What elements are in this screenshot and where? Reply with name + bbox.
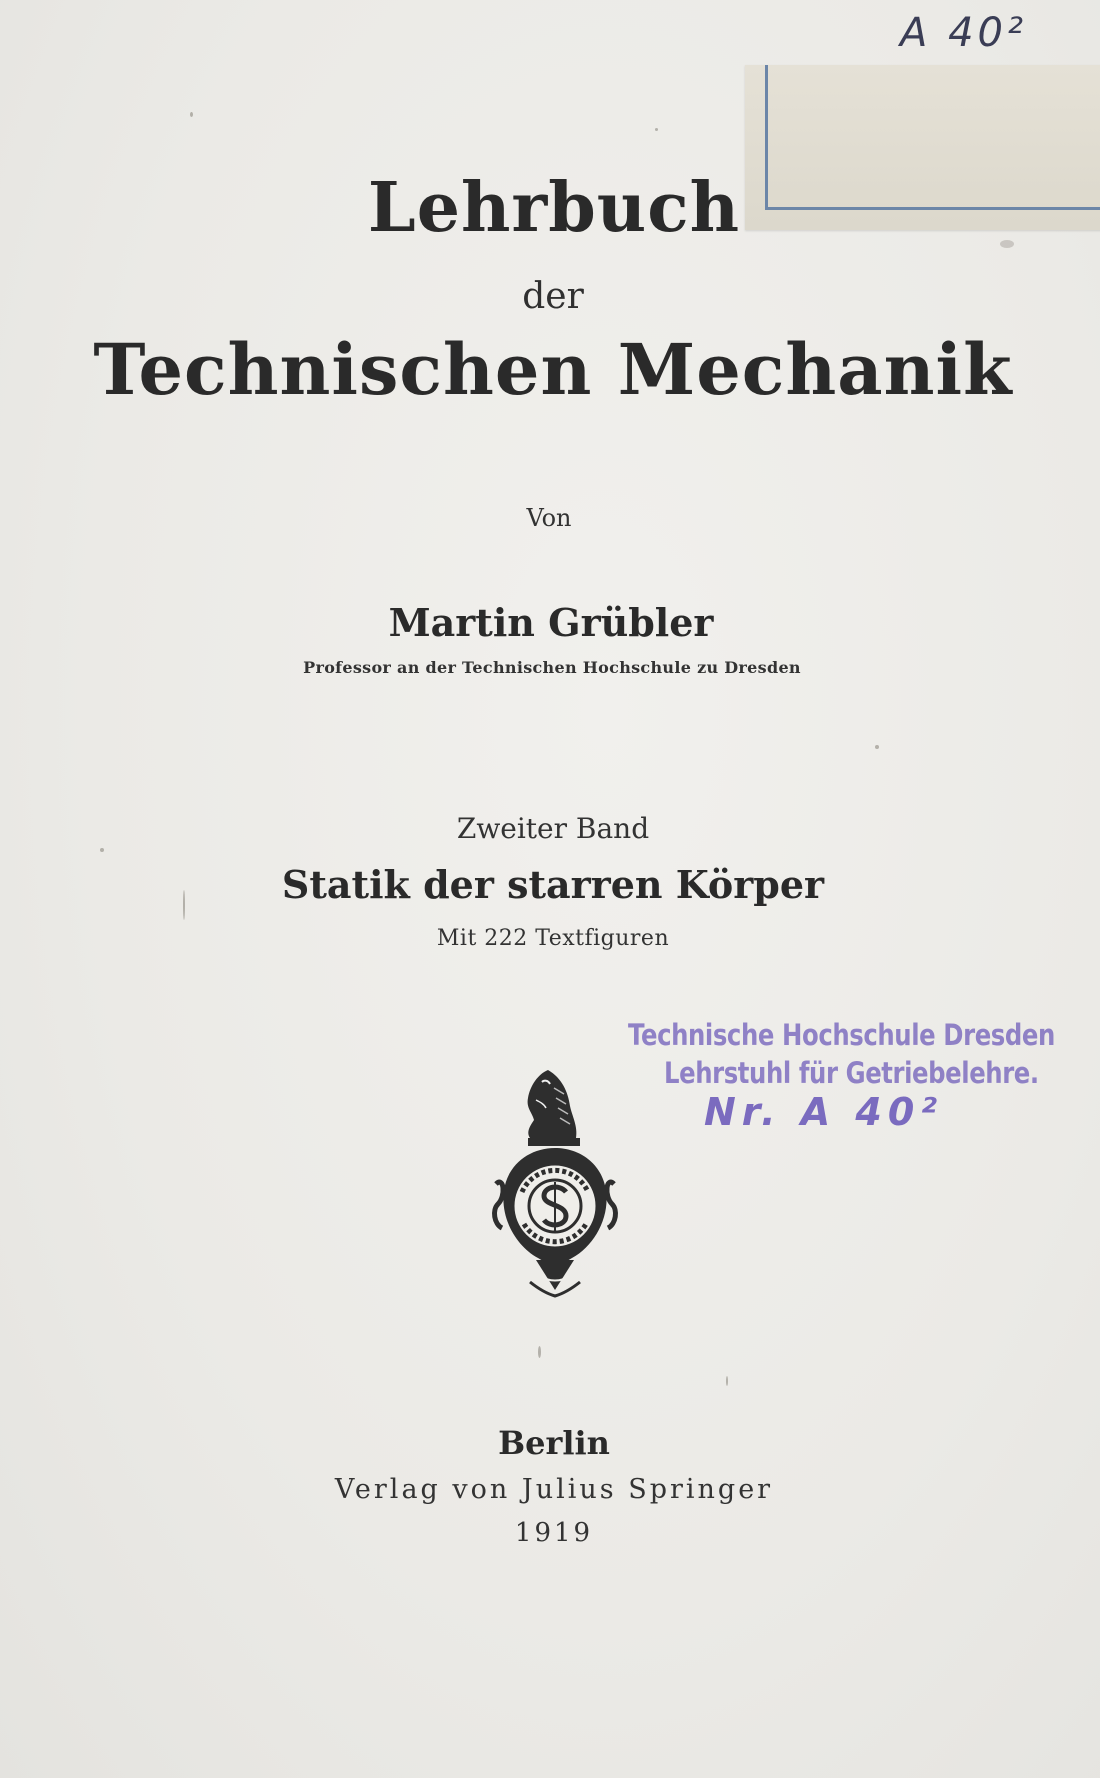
- volume-number: Zweiter Band: [456, 812, 650, 845]
- library-stamp: [628, 1018, 1100, 1134]
- imprint-year: 1919: [514, 1518, 594, 1548]
- imprint-city: Berlin: [498, 1424, 610, 1462]
- stamp-line-3: Nr. A 40²: [704, 1090, 943, 1134]
- publisher-logo-icon: [490, 1064, 620, 1304]
- author-name: Martin Grübler: [388, 600, 714, 645]
- book-title-main: Lehrbuch: [367, 168, 741, 248]
- paper-speck: [875, 745, 879, 749]
- imprint-publisher: Verlag von Julius Springer: [334, 1474, 774, 1505]
- volume-figures: Mit 222 Textfiguren: [436, 926, 670, 951]
- paper-speck: [726, 1376, 728, 1386]
- paper-speck: [538, 1346, 541, 1358]
- book-title-subject: Technischen Mechanik: [93, 328, 1013, 411]
- paper-speck: [655, 128, 658, 131]
- paper-speck: [190, 112, 193, 117]
- book-title-connector: der: [522, 276, 584, 317]
- paper-speck: [100, 848, 104, 852]
- handwritten-shelfmark: A 40²: [900, 10, 1028, 56]
- stamp-line-1: Technische Hochschule Dresden: [628, 1018, 1055, 1052]
- paper-speck: [183, 890, 185, 920]
- stamp-line-2: Lehrstuhl für Getriebelehre.: [664, 1056, 1039, 1090]
- volume-title: Statik der starren Körper: [281, 862, 825, 907]
- paper-speck: [1000, 240, 1014, 248]
- author-by: Von: [526, 504, 572, 532]
- author-affiliation: Professor an der Technischen Hochschule zu Dresden: [303, 658, 801, 677]
